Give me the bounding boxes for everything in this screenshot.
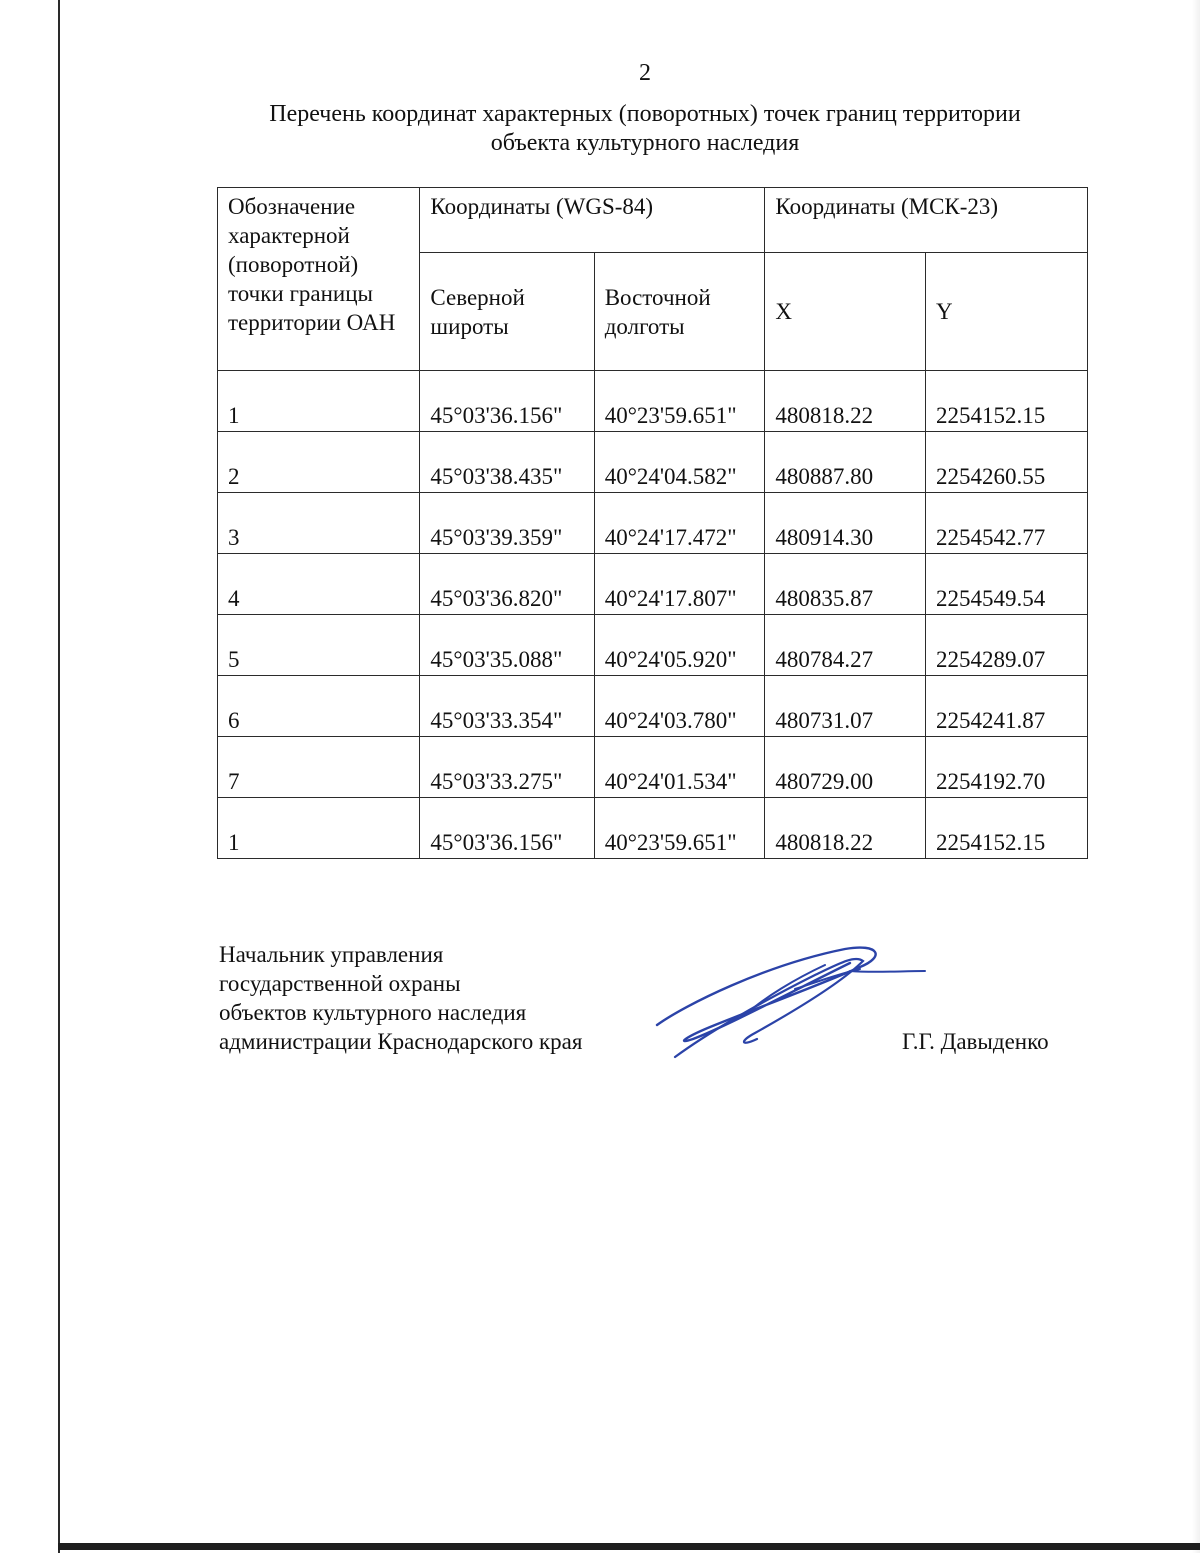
- y-coordinate-cell: 2254192.70: [926, 737, 1088, 798]
- longitude-cell: 40°23'59.651": [594, 798, 765, 859]
- document-title: [0, 100, 1200, 158]
- y-coordinate-cell: 2254542.77: [926, 493, 1088, 554]
- table-row: [218, 798, 1088, 859]
- table-row: [218, 432, 1088, 493]
- signatory-position: [219, 940, 582, 1056]
- table-row: [218, 371, 1088, 432]
- point-id-cell: 3: [218, 493, 420, 554]
- x-coordinate-cell: 480887.80: [765, 432, 926, 493]
- coordinates-table: [217, 187, 1088, 859]
- latitude-cell: 45°03'39.359": [420, 493, 594, 554]
- y-coordinate-cell: 2254289.07: [926, 615, 1088, 676]
- point-id-cell: 1: [218, 798, 420, 859]
- longitude-cell: 40°24'05.920": [594, 615, 765, 676]
- point-id-cell: 7: [218, 737, 420, 798]
- table-row: [218, 615, 1088, 676]
- longitude-cell: 40°23'59.651": [594, 371, 765, 432]
- table-row: [218, 676, 1088, 737]
- header-wgs84: Координаты (WGS-84): [420, 188, 765, 253]
- point-id-cell: 4: [218, 554, 420, 615]
- longitude-cell: 40°24'17.472": [594, 493, 765, 554]
- y-coordinate-cell: 2254549.54: [926, 554, 1088, 615]
- longitude-cell: 40°24'03.780": [594, 676, 765, 737]
- signatory-name: Г.Г. Давыденко: [902, 1029, 1049, 1054]
- header-x: X: [765, 253, 926, 371]
- page-number: 2: [639, 60, 651, 86]
- latitude-cell: 45°03'36.156": [420, 371, 594, 432]
- x-coordinate-cell: 480914.30: [765, 493, 926, 554]
- y-coordinate-cell: 2254152.15: [926, 798, 1088, 859]
- x-coordinate-cell: 480818.22: [765, 371, 926, 432]
- y-coordinate-cell: 2254241.87: [926, 676, 1088, 737]
- latitude-cell: 45°03'33.275": [420, 737, 594, 798]
- table-row: [218, 493, 1088, 554]
- table-header-row-1: [218, 188, 1088, 253]
- point-id-cell: 6: [218, 676, 420, 737]
- latitude-cell: 45°03'38.435": [420, 432, 594, 493]
- latitude-cell: 45°03'36.820": [420, 554, 594, 615]
- header-y: Y: [926, 253, 1088, 371]
- title-line-1: Перечень координат характерных (поворотных) точек границ территории: [269, 101, 1021, 127]
- longitude-cell: 40°24'04.582": [594, 432, 765, 493]
- position-line-1: Начальник управления: [219, 942, 444, 967]
- header-msk23: Координаты (МСК-23): [765, 188, 1088, 253]
- point-id-cell: 5: [218, 615, 420, 676]
- latitude-cell: 45°03'35.088": [420, 615, 594, 676]
- point-id-cell: 1: [218, 371, 420, 432]
- x-coordinate-cell: 480818.22: [765, 798, 926, 859]
- table-row: [218, 554, 1088, 615]
- x-coordinate-cell: 480729.00: [765, 737, 926, 798]
- latitude-cell: 45°03'33.354": [420, 676, 594, 737]
- handwritten-signature: [645, 935, 935, 1065]
- y-coordinate-cell: 2254260.55: [926, 432, 1088, 493]
- scan-bottom-edge: [58, 1543, 1200, 1550]
- header-east-longitude: Восточной долготы: [594, 253, 765, 371]
- title-line-2: объекта культурного наследия: [490, 130, 800, 156]
- point-id-cell: 2: [218, 432, 420, 493]
- position-line-3: объектов культурного наследия: [219, 1000, 527, 1025]
- longitude-cell: 40°24'17.807": [594, 554, 765, 615]
- x-coordinate-cell: 480784.27: [765, 615, 926, 676]
- y-coordinate-cell: 2254152.15: [926, 371, 1088, 432]
- scan-right-edge: [1192, 0, 1200, 1553]
- x-coordinate-cell: 480731.07: [765, 676, 926, 737]
- position-line-4: администрации Краснодарского края: [219, 1029, 583, 1054]
- x-coordinate-cell: 480835.87: [765, 554, 926, 615]
- position-line-2: государственной охраны: [219, 971, 461, 996]
- table-body: [218, 371, 1088, 859]
- header-point-designation: Обозначение характерной (поворотной) точки границы территории ОАН: [218, 188, 420, 371]
- scan-left-edge: [58, 0, 60, 1553]
- latitude-cell: 45°03'36.156": [420, 798, 594, 859]
- header-north-latitude: Северной широты: [420, 253, 594, 371]
- table-row: [218, 737, 1088, 798]
- longitude-cell: 40°24'01.534": [594, 737, 765, 798]
